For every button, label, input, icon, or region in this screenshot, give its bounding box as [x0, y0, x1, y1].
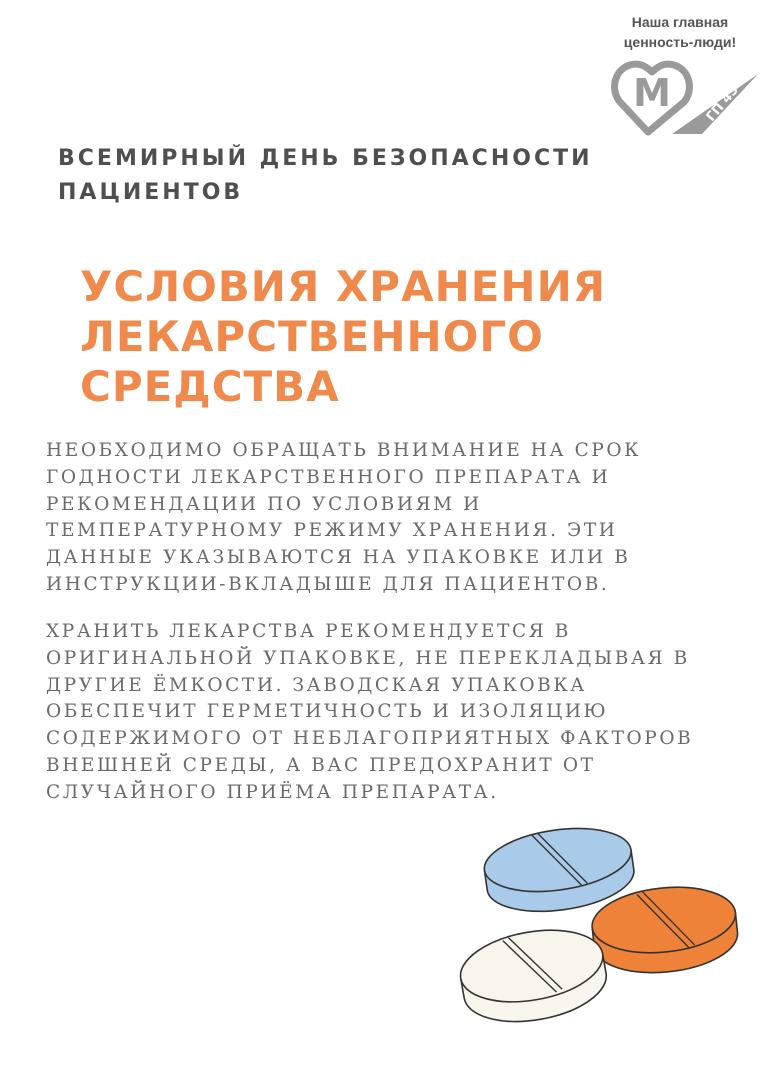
logo-code: ГП 45: [703, 82, 742, 125]
logo-tagline-line-1: Наша главная: [631, 14, 729, 30]
white-pill: [455, 920, 612, 1032]
paragraph-line: НЕОБХОДИМО ОБРАЩАТЬ ВНИМАНИЕ НА СРОК: [46, 440, 642, 461]
paragraph-line: СОДЕРЖИМОГО ОТ НЕБЛАГОПРИЯТНЫХ ФАКТОРОВ: [46, 728, 694, 750]
paragraph-line: ДАННЫЕ УКАЗЫВАЮТСЯ НА УПАКОВКЕ ИЛИ В: [46, 547, 631, 569]
paragraph-line: ДРУГИЕ ЁМКОСТИ. ЗАВОДСКАЯ УПАКОВКА: [46, 674, 587, 696]
logo-tagline: [610, 12, 750, 52]
clinic-logo-icon: [610, 56, 760, 136]
logo-block: [610, 12, 750, 52]
paragraph-line: ИНСТРУКЦИИ-ВКЛАДЫШЕ ДЛЯ ПАЦИЕНТОВ.: [46, 573, 610, 595]
paragraph-line: ГОДНОСТИ ЛЕКАРСТВЕННОГО ПРЕПАРАТА И: [46, 466, 611, 488]
paragraph-line: ТЕМПЕРАТУРНОМУ РЕЖИМУ ХРАНЕНИЯ. ЭТИ: [46, 520, 618, 542]
paragraph-line: ХРАНИТЬ ЛЕКАРСТВА РЕКОМЕНДУЕТСЯ В: [46, 621, 571, 642]
paragraph-expiry: [46, 438, 686, 599]
logo-letter-m: М: [633, 71, 671, 115]
paragraph-line: СЛУЧАЙНОГО ПРИЁМА ПРЕПАРАТА.: [46, 781, 499, 803]
paragraph-line: ВНЕШНЕЙ СРЕДЫ, А ВАС ПРЕДОХРАНИТ ОТ: [46, 754, 596, 776]
logo-tagline-line-2: ценность-люди!: [623, 34, 737, 50]
event-title-line-1: ВСЕМИРНЫЙ ДЕНЬ БЕЗОПАСНОСТИ: [58, 146, 593, 171]
paragraph-line: ОБЕСПЕЧИТ ГЕРМЕТИЧНОСТЬ И ИЗОЛЯЦИЮ: [46, 701, 609, 723]
paragraph-line: ОРИГИНАЛЬНОЙ УПАКОВКЕ, НЕ ПЕРЕКЛАДЫВАЯ В: [46, 647, 690, 669]
paragraph-packaging: [46, 619, 694, 807]
event-title: [58, 142, 658, 210]
heading-line-3: СРЕДСТВА: [80, 362, 340, 411]
heading-line-2: ЛЕКАРСТВЕННОГО: [80, 312, 544, 361]
event-title-line-2: ПАЦИЕНТОВ: [58, 180, 244, 205]
heading-line-1: УСЛОВИЯ ХРАНЕНИЯ: [80, 262, 607, 311]
main-heading: [80, 262, 720, 412]
paragraph-line: РЕКОМЕНДАЦИИ ПО УСЛОВИЯМ И: [46, 493, 482, 515]
pills-icon: [450, 800, 750, 1040]
